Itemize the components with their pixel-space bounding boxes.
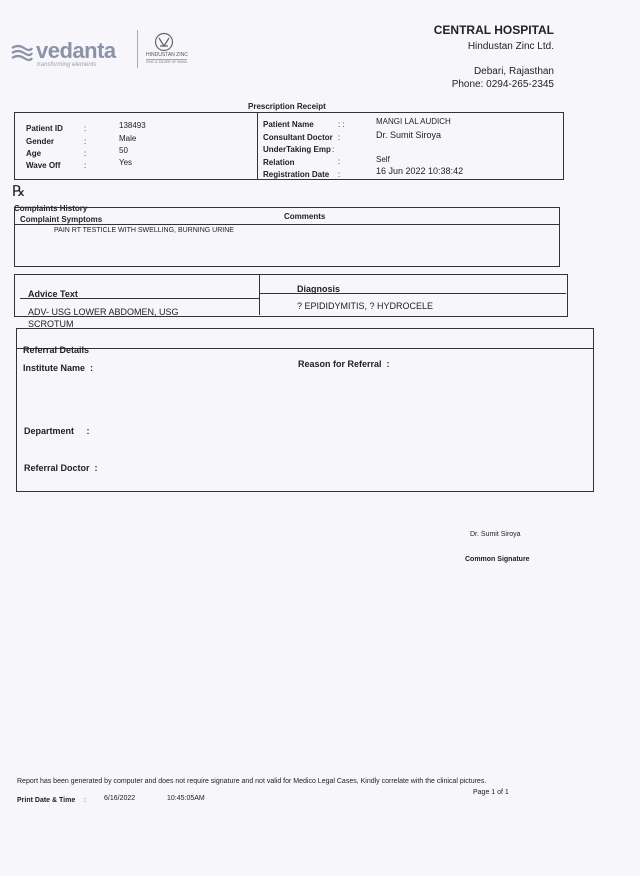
patient-id-label: Patient ID [26,124,63,133]
computer-generated-disclaimer: Report has been generated by computer and does not require signature and not valid for Medico Legal Cases, Kindly correlate with the clinical pictures. [17,778,487,785]
gender-sep: : [84,137,87,146]
comments-header: Comments [284,212,326,221]
signature-doctor-name: Dr. Sumit Siroya [470,531,521,538]
complaints-header-rule [15,224,559,225]
undertaking-emp-label: UnderTaking Emp [263,145,331,154]
zinc-emblem-icon [154,32,174,52]
hospital-location: Debari, Rajasthan [473,66,554,77]
print-date-time-sep: : [84,797,86,804]
complaints-history-label: Complaints History [14,204,88,213]
print-time: 10:45:05AM [167,795,205,802]
print-date-time-label: Print Date & Time [17,797,76,804]
company-name: Hindustan Zinc Ltd. [467,41,554,52]
gender-label: Gender [26,137,55,146]
page-number: Page 1 of 1 [473,789,509,796]
hospital-phone: Phone: 0294-265-2345 [451,79,554,90]
referral-header-rule [17,348,593,349]
patient-name-label: Patient Name [263,120,314,129]
age-sep: : [84,149,87,158]
registration-date-sep: : [338,170,341,179]
registration-date-label: Registration Date [263,170,330,179]
logo-divider [137,30,138,68]
department-label: Department : [24,426,90,436]
relation-label: Relation [263,158,295,167]
advice-diagnosis-divider [259,275,260,315]
reason-for-referral-label: Reason for Referral : [298,359,390,369]
diagnosis-label: Diagnosis [297,284,341,294]
consultant-doctor-sep: : [338,133,341,142]
age-value: 50 [119,146,128,155]
wave-off-sep: : [84,161,87,170]
vedanta-wave-icon [10,43,34,63]
consultant-doctor-label: Consultant Doctor [263,133,333,142]
advice-text-line2: SCROTUM [28,319,74,329]
patient-id-value: 138493 [119,121,146,130]
patient-id-sep: : [84,124,87,133]
referral-doctor-label: Referral Doctor : [24,463,98,473]
age-label: Age [26,149,42,158]
registration-date-value: 16 Jun 2022 10:38:42 [376,166,464,176]
complaint-entry: PAIN RT TESTICLE WITH SWELLING, BURNING URINE [54,227,234,234]
logo-wordmark: vedanta [36,38,116,63]
undertaking-emp-sep: : [332,145,335,154]
hospital-name: CENTRAL HOSPITAL [433,23,554,37]
patient-name-value: MANGI LAL AUDICH [376,117,451,126]
advice-text-line1: ADV- USG LOWER ABDOMEN, USG [28,307,179,317]
hindustan-zinc-emblem [146,32,188,68]
wave-off-label: Wave Off [26,161,61,170]
logo-tagline: transforming elements [37,62,97,68]
referral-details-title: Referral Details [23,345,90,355]
gender-value: Male [119,134,137,143]
emblem-caption: HINDUSTAN ZINC [146,52,188,58]
advice-text-label: Advice Text [28,289,78,299]
diagnosis-value: ? EPIDIDYMITIS, ? HYDROCELE [297,301,434,311]
wave-off-value: Yes [119,158,133,167]
receipt-title: Prescription Receipt [248,102,326,111]
relation-value: Self [376,155,390,164]
print-date: 6/16/2022 [104,795,136,802]
referral-details-box [16,328,594,492]
relation-sep: : [338,157,341,166]
institute-name-label: Institute Name : [23,363,94,373]
patient-info-divider [257,113,258,179]
complaint-symptoms-header: Complaint Symptoms [20,215,103,224]
rx-icon: ℞ [12,182,26,200]
emblem-subcaption: ZINC & SILVER OF INDIA [146,60,187,64]
common-signature-label: Common Signature [465,556,530,563]
vedanta-logo [10,40,140,72]
patient-name-sep: : : [338,120,345,129]
consultant-doctor-value: Dr. Sumit Siroya [376,130,442,140]
